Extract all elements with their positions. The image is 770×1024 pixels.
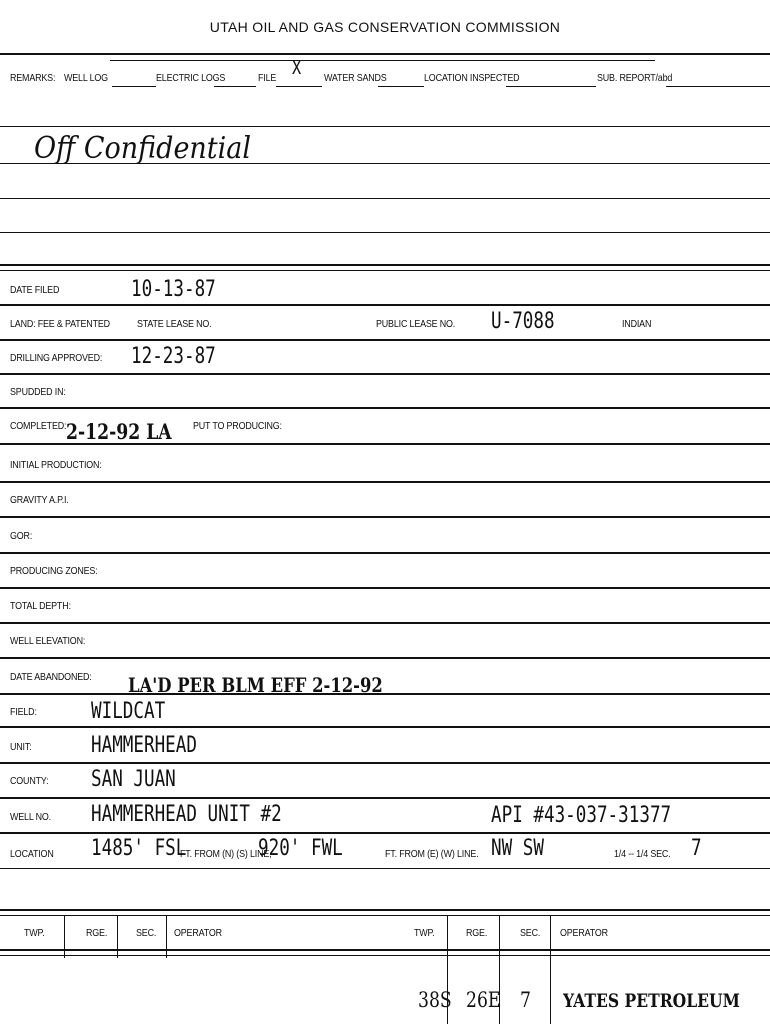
location-label: LOCATION <box>10 848 54 860</box>
public-lease-label: PUBLIC LEASE NO. <box>376 318 456 330</box>
state-lease-label: STATE LEASE NO. <box>137 318 212 330</box>
ft-from-ew-label: FT. FROM (E) (W) LINE. <box>385 848 479 860</box>
field-value: WILDCAT <box>91 699 166 724</box>
remarks-line-3 <box>0 198 770 199</box>
row-rule <box>0 762 770 764</box>
table-header-operator: OPERATOR <box>174 927 222 939</box>
row-rule <box>0 481 770 483</box>
table-header-twp: TWP. <box>24 927 45 939</box>
location-ns-value: 1485' FSL <box>91 836 187 861</box>
remarks-rule <box>110 60 655 61</box>
table-col-divider <box>550 916 551 1024</box>
handwritten-note: Off Confidential <box>34 131 252 166</box>
table-top-rule-2 <box>0 915 770 916</box>
file-label: FILE <box>258 72 277 84</box>
row-rule <box>0 587 770 589</box>
gor-label: GOR: <box>10 530 33 542</box>
county-label: COUNTY: <box>10 775 49 787</box>
electric-logs-label: ELECTRIC LOGS <box>156 72 226 84</box>
row-rule <box>0 339 770 341</box>
table-header-sec-right: SEC. <box>520 927 541 939</box>
row-rule <box>0 622 770 624</box>
table-header-rule-2 <box>0 955 770 956</box>
row-rule <box>0 304 770 306</box>
drilling-approved-value: 12-23-87 <box>131 344 216 369</box>
section-value: 7 <box>691 836 702 861</box>
row-rule <box>0 832 770 834</box>
table-header-rge-right: RGE. <box>466 927 488 939</box>
table-col-divider <box>117 916 118 958</box>
sub-report-blank <box>666 86 770 87</box>
public-lease-value: U-7088 <box>491 309 555 334</box>
quarter-label: 1/4 -- 1/4 SEC. <box>614 848 671 860</box>
location-inspected-label: LOCATION INSPECTED <box>424 72 520 84</box>
table-header-operator-right: OPERATOR <box>560 927 608 939</box>
table-col-divider <box>64 916 65 958</box>
completed-label: COMPLETED: <box>10 420 67 432</box>
row-rule <box>0 693 770 695</box>
county-value: SAN JUAN <box>91 767 176 792</box>
land-label: LAND: FEE & PATENTED <box>10 318 110 330</box>
date-filed-value: 10-13-87 <box>131 277 216 302</box>
table-header-sec: SEC. <box>136 927 157 939</box>
well-elevation-label: WELL ELEVATION: <box>10 635 86 647</box>
indian-label: INDIAN <box>622 318 652 330</box>
producing-zones-label: PRODUCING ZONES: <box>10 565 98 577</box>
row-rule <box>0 797 770 799</box>
unit-label: UNIT: <box>10 741 32 753</box>
row-rule <box>0 552 770 554</box>
date-abandoned-value: LA'D PER BLM EFF 2-12-92 <box>128 673 383 697</box>
unit-value: HAMMERHEAD <box>91 733 197 758</box>
ft-from-ns-label: FT. FROM (N) (S) LINE, <box>180 848 272 860</box>
table-cell-twp: 38S <box>418 988 452 1012</box>
file-value: X <box>292 57 302 79</box>
table-col-divider <box>166 916 167 958</box>
put-to-producing-label: PUT TO PRODUCING: <box>193 420 282 432</box>
row-rule <box>0 726 770 728</box>
table-header-rule <box>0 949 770 951</box>
row-rule <box>0 868 770 869</box>
section-rule-a <box>0 264 770 266</box>
quarter-value: NW SW <box>491 836 544 861</box>
row-rule <box>0 443 770 445</box>
table-cell-rge: 26E <box>466 988 501 1012</box>
table-cell-operator: YATES PETROLEUM <box>563 990 740 1012</box>
field-label: FIELD: <box>10 706 37 718</box>
well-no-value: HAMMERHEAD UNIT #2 <box>91 802 282 827</box>
water-sands-label: WATER SANDS <box>324 72 387 84</box>
remarks-line-4 <box>0 232 770 233</box>
remarks-line-1 <box>0 126 770 127</box>
sub-report-label: SUB. REPORT/abd <box>597 72 673 84</box>
table-cell-sec: 7 <box>520 988 531 1012</box>
row-rule <box>0 373 770 375</box>
remarks-label: REMARKS: <box>10 72 56 84</box>
drilling-approved-label: DRILLING APPROVED: <box>10 352 103 364</box>
total-depth-label: TOTAL DEPTH: <box>10 600 71 612</box>
well-log-blank <box>112 86 156 87</box>
file-blank <box>276 86 322 87</box>
row-rule <box>0 407 770 409</box>
table-header-rge: RGE. <box>86 927 108 939</box>
location-inspected-blank <box>506 86 596 87</box>
row-rule <box>0 516 770 518</box>
water-sands-blank <box>378 86 424 87</box>
top-rule <box>0 53 770 55</box>
table-top-rule <box>0 909 770 911</box>
well-log-label: WELL LOG <box>64 72 108 84</box>
initial-production-label: INITIAL PRODUCTION: <box>10 459 102 471</box>
gravity-label: GRAVITY A.P.I. <box>10 494 69 506</box>
spudded-in-label: SPUDDED IN: <box>10 386 66 398</box>
row-rule <box>0 657 770 659</box>
page-title: UTAH OIL AND GAS CONSERVATION COMMISSION <box>209 19 561 35</box>
well-no-label: WELL NO. <box>10 811 51 823</box>
section-rule-b <box>0 270 770 271</box>
electric-logs-blank <box>214 86 256 87</box>
table-header-twp-right: TWP. <box>414 927 435 939</box>
date-filed-label: DATE FILED <box>10 284 60 296</box>
completed-value: 2-12-92 LA <box>66 419 172 444</box>
location-ew-value: 920' FWL <box>258 836 343 861</box>
api-value: API #43-037-31377 <box>491 803 672 828</box>
date-abandoned-label: DATE ABANDONED: <box>10 671 92 683</box>
